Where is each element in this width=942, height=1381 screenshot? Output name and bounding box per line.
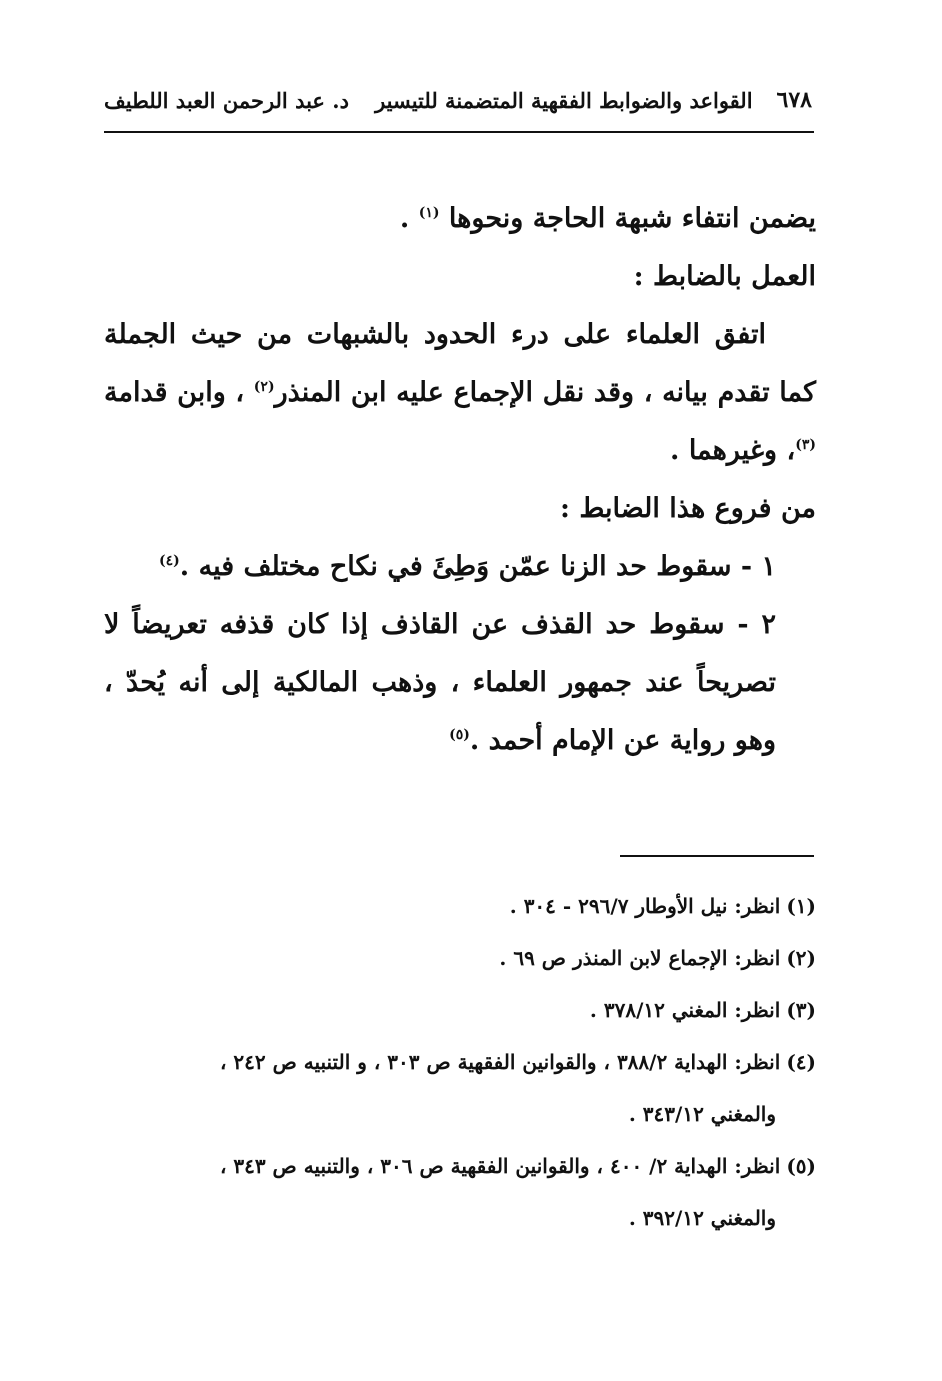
text-line: يضمن انتفاء شبهة الحاجة ونحوها [448, 203, 816, 234]
footnote-4 [104, 1036, 816, 1088]
footnote-2 [104, 932, 816, 984]
footnote-number: (٣) [786, 998, 816, 1022]
footnote-5-continuation: والمغني ٣٩٢/١٢ . [628, 1206, 776, 1230]
footnote-ref-1[interactable]: (١) [418, 205, 440, 221]
list-item-text: ١ - سقوط حد الزنا عمّن وَطِئَ في نكاح مختلف فيه . [179, 551, 776, 582]
paragraph-continuation [104, 190, 816, 248]
main-text [104, 190, 816, 770]
footnote-text: انظر: المغني ٣٧٨/١٢ . [589, 998, 781, 1022]
footnote-3 [104, 984, 816, 1036]
footnote-ref-4[interactable]: (٤) [159, 553, 180, 569]
footnote-text: انظر: الهداية ٣٨٨/٢ ، والقوانين الفقهية ص ٣٠٣ ، و التنبيه ص ٢٤٢ ، [219, 1050, 781, 1074]
text-span: اتفق العلماء على درء الحدود بالشبهات من حيث الجملة كما تقدم بيانه ، وقد نقل الإجماع عليه ابن المنذر [104, 319, 816, 408]
footnote-number: (٤) [786, 1050, 816, 1074]
footnote-number: (١) [786, 894, 816, 918]
text-punct: . [399, 203, 419, 234]
text-span: ، وغيرهما . [670, 435, 796, 466]
footnote-ref-3[interactable]: (٣) [795, 437, 816, 453]
list-item-1 [104, 538, 816, 596]
footnote-ref-5[interactable]: (٥) [449, 727, 470, 743]
footnote-number: (٢) [786, 946, 816, 970]
footnote-1 [104, 880, 816, 932]
footnote-text: انظر: الإجماع لابن المنذر ص ٦٩ . [499, 946, 781, 970]
author-name: د. عبد الرحمن العبد اللطيف [104, 87, 349, 113]
section-heading-application: العمل بالضابط : [633, 261, 816, 292]
footnote-4-continuation: والمغني ٣٤٣/١٢ . [628, 1102, 776, 1126]
footnote-5 [104, 1140, 816, 1192]
book-title: القواعد والضوابط الفقهية المتضمنة للتيسير [375, 87, 753, 113]
running-header [104, 80, 812, 120]
header-divider [104, 131, 814, 133]
section-heading-branches: من فروع هذا الضابط : [560, 493, 816, 524]
footnote-text: انظر: نيل الأوطار ٢٩٦/٧ - ٣٠٤ . [509, 894, 781, 918]
footnote-text: انظر: الهداية ٢/ ٤٠٠ ، والقوانين الفقهية ص ٣٠٦ ، والتنبيه ص ٣٤٣ ، [219, 1154, 781, 1178]
page-number: ٦٧٨ [776, 87, 812, 113]
footnote-ref-2[interactable]: (٢) [253, 379, 275, 395]
list-item-text: ٢ - سقوط حد القذف عن القاذف إذا كان قذفه تعريضاً لا تصريحاً عند جمهور العلماء ، وذهب المالكية إلى أنه يُحدّ ، وهو رواية عن الإمام أحمد . [104, 609, 776, 756]
footnote-number: (٥) [786, 1154, 816, 1178]
paragraph-consensus [104, 306, 816, 480]
footnote-divider [620, 855, 814, 857]
footnotes [104, 880, 816, 1244]
list-item-2 [104, 596, 816, 770]
text-span: ، وابن قدامة [104, 377, 254, 408]
